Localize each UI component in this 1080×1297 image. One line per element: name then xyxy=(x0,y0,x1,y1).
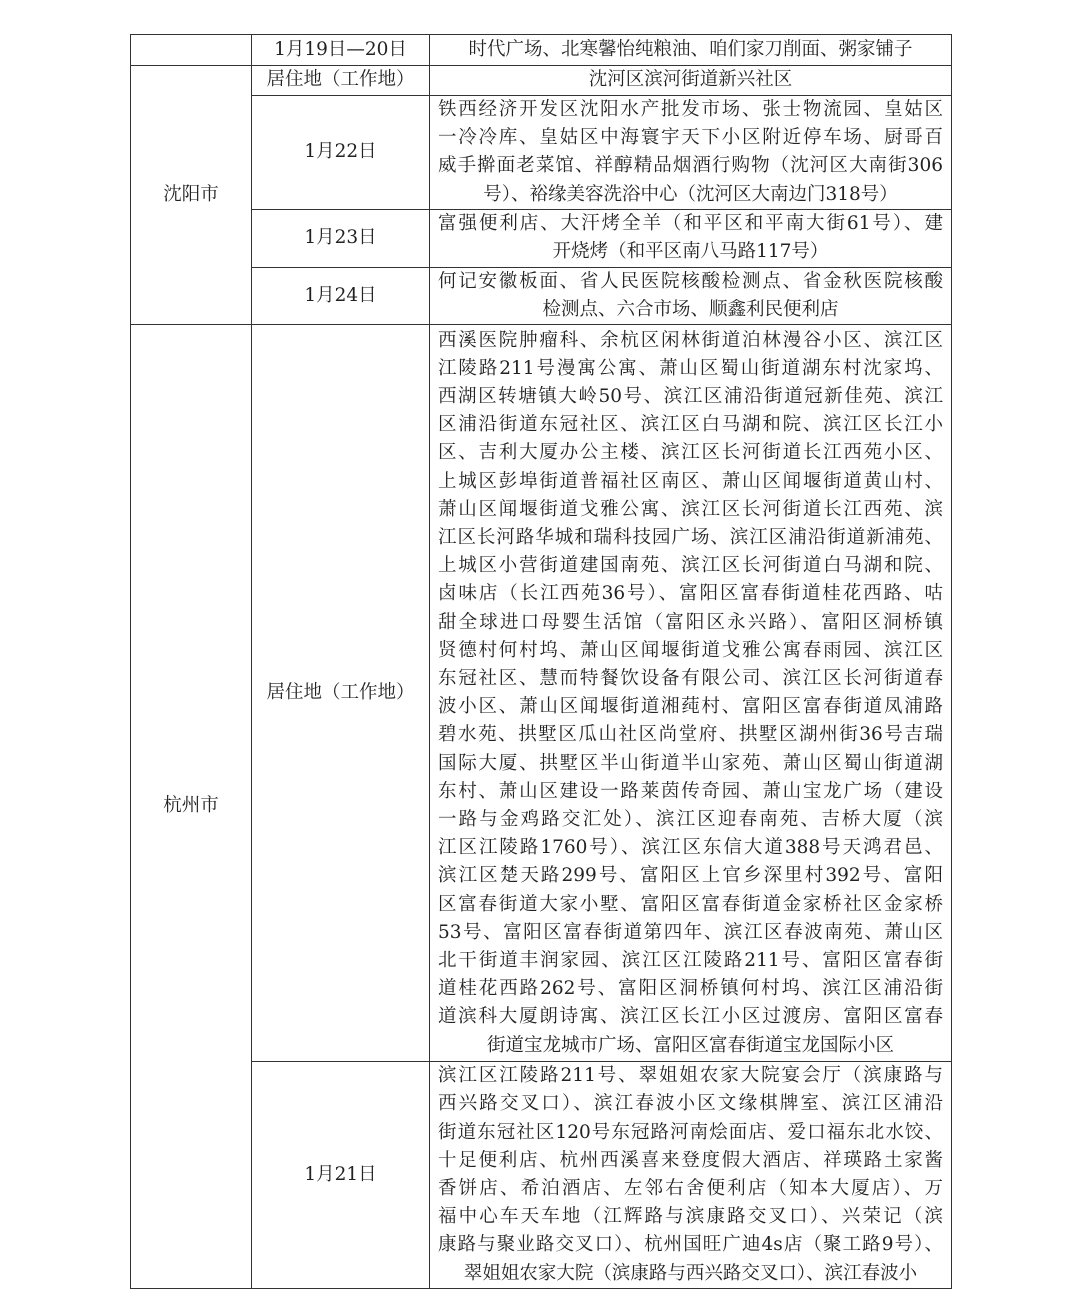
city-cell: 杭州市 xyxy=(131,325,252,1289)
date-cell: 居住地（工作地） xyxy=(252,66,430,96)
place-line: 东冠社区、慧而特餐饮设备有限公司、滨江区长河街道春 xyxy=(438,668,943,690)
place-line: 滨江区楚天路299号、富阳区上官乡深里村392号、富阳 xyxy=(438,865,943,887)
places-cell xyxy=(430,1062,952,1289)
place-line: 沈河区滨河街道新兴社区 xyxy=(588,69,793,91)
table-row xyxy=(131,35,952,66)
place-line: 国际大厦、拱墅区半山街道半山家苑、萧山区蜀山街道湖 xyxy=(438,752,943,774)
place-line: 号）、裕缘美容洗浴中心（沈河区大南边门318号） xyxy=(483,183,898,205)
place-line: 威手擀面老菜馆、祥醇精品烟酒行购物（沈河区大南街306 xyxy=(438,155,943,177)
place-line: 街道东冠社区120号东冠路河南烩面店、爱口福东北水饺、 xyxy=(438,1121,943,1143)
date-cell: 1月24日 xyxy=(252,267,430,324)
place-line: 上城区彭埠街道普福社区南区、萧山区闻堰街道黄山村、 xyxy=(438,470,943,492)
places-cell xyxy=(430,66,952,96)
place-line: 何记安徽板面、省人民医院核酸检测点、省金秋医院核酸 xyxy=(438,270,943,292)
date-cell: 1月22日 xyxy=(252,96,430,210)
place-line: 西兴路交叉口）、滨江春波小区文缘棋牌室、滨江区浦沿 xyxy=(438,1093,943,1115)
place-line: 翠姐姐农家大院（滨康路与西兴路交叉口）、滨江春波小 xyxy=(463,1262,918,1284)
place-line: 区富春街道大家小墅、富阳区富春街道金家桥社区金家桥 xyxy=(438,893,943,915)
place-line: 一冷冷库、皇姑区中海寰宇天下小区附近停车场、厨哥百 xyxy=(438,127,943,149)
place-line: 检测点、六合市场、顺鑫利民便利店 xyxy=(542,299,839,321)
places-cell xyxy=(430,35,952,66)
place-line: 一路与金鸡路交汇处）、滨江区迎春南苑、吉桥大厦（滨 xyxy=(438,809,943,831)
place-line: 贤德村何村坞、萧山区闻堰街道戈雅公寓春雨园、滨江区 xyxy=(438,639,943,661)
city-cell xyxy=(131,35,252,66)
place-line: 53号、富阳区富春街道第四年、滨江区春波南苑、萧山区 xyxy=(438,921,943,943)
table-row xyxy=(131,66,952,96)
table-row xyxy=(131,267,952,324)
table-row xyxy=(131,96,952,210)
place-line: 萧山区闻堰街道戈雅公寓、滨江区长河街道长江西苑、滨 xyxy=(438,498,943,520)
place-line: 铁西经济开发区沈阳水产批发市场、张士物流园、皇姑区 xyxy=(438,99,943,120)
places-cell xyxy=(430,267,952,324)
place-line: 区、吉利大厦办公主楼、滨江区长河街道长江西苑小区、 xyxy=(438,442,943,464)
place-line: 时代广场、北寒馨怡纯粮油、咱们家刀削面、粥家铺子 xyxy=(468,38,913,60)
place-line: 道滨科大厦朗诗寓、滨江区长江小区过渡房、富阳区富春 xyxy=(438,1006,943,1028)
place-line: 北干街道丰润家园、滨江区江陵路211号、富阳区富春街 xyxy=(438,950,943,972)
place-line: 江区长河路华城和瑞科技园广场、滨江区浦沿街道新浦苑、 xyxy=(438,527,943,548)
city-cell: 沈阳市 xyxy=(131,66,252,325)
places-cell xyxy=(430,96,952,210)
place-line: 福中心车天车地（江辉路与滨康路交叉口）、兴荣记（滨 xyxy=(438,1206,943,1228)
place-line: 东村、萧山区建设一路莱茵传奇园、萧山宝龙广场（建设 xyxy=(438,780,943,802)
place-line: 西湖区转塘镇大岭50号、滨江区浦沿街道冠新佳苑、滨江 xyxy=(438,385,943,407)
place-line: 江区江陵路1760号）、滨江区东信大道388号天鸿君邑、 xyxy=(438,837,943,859)
date-cell: 1月23日 xyxy=(252,209,430,267)
place-line: 甜全球进口母婴生活馆（富阳区永兴路）、富阳区洞桥镇 xyxy=(438,611,943,633)
place-line: 十足便利店、杭州西溪喜来登度假大酒店、祥瑛路土家酱 xyxy=(438,1149,943,1171)
place-line: 上城区小营街道建国南苑、滨江区长河街道白马湖和院、 xyxy=(438,555,943,577)
date-cell: 1月21日 xyxy=(252,1062,430,1289)
table-row xyxy=(131,1062,952,1289)
place-line: 卤味店（长江西苑36号）、富阳区富春街道桂花西路、咕 xyxy=(438,583,943,605)
date-cell: 1月19日—20日 xyxy=(252,35,430,66)
place-line: 道桂花西路262号、富阳区洞桥镇何村坞、滨江区浦沿街 xyxy=(438,978,943,1000)
places-cell xyxy=(430,325,952,1062)
place-line: 香饼店、希泊酒店、左邻右舍便利店（知本大厦店）、万 xyxy=(438,1178,943,1200)
place-line: 碧水苑、拱墅区瓜山社区尚堂府、拱墅区湖州街36号吉瑞 xyxy=(438,724,943,746)
places-cell xyxy=(430,209,952,267)
itinerary-table xyxy=(130,34,952,1289)
place-line: 康路与聚业路交叉口）、杭州国旺广迪4s店（聚工路9号）、 xyxy=(438,1234,943,1256)
place-line: 西溪医院肿瘤科、余杭区闲林街道泊林漫谷小区、滨江区 xyxy=(438,329,943,351)
place-line: 区浦沿街道东冠社区、滨江区白马湖和院、滨江区长江小 xyxy=(438,414,943,436)
place-line: 江陵路211号漫寓公寓、萧山区蜀山街道湖东村沈家坞、 xyxy=(438,357,943,379)
table-row xyxy=(131,325,952,1062)
place-line: 波小区、萧山区闻堰街道湘莼村、富阳区富春街道凤浦路 xyxy=(438,696,943,718)
place-line: 开烧烤（和平区南八马路117号） xyxy=(552,241,829,263)
date-cell: 居住地（工作地） xyxy=(252,325,430,1062)
table-row xyxy=(131,209,952,267)
place-line: 街道宝龙城市广场、富阳区富春街道宝龙国际小区 xyxy=(486,1034,894,1056)
place-line: 富强便利店、大汗烤全羊（和平区和平南大街61号）、建 xyxy=(438,213,943,235)
place-line: 滨江区江陵路211号、翠姐姐农家大院宴会厅（滨康路与 xyxy=(438,1065,943,1087)
